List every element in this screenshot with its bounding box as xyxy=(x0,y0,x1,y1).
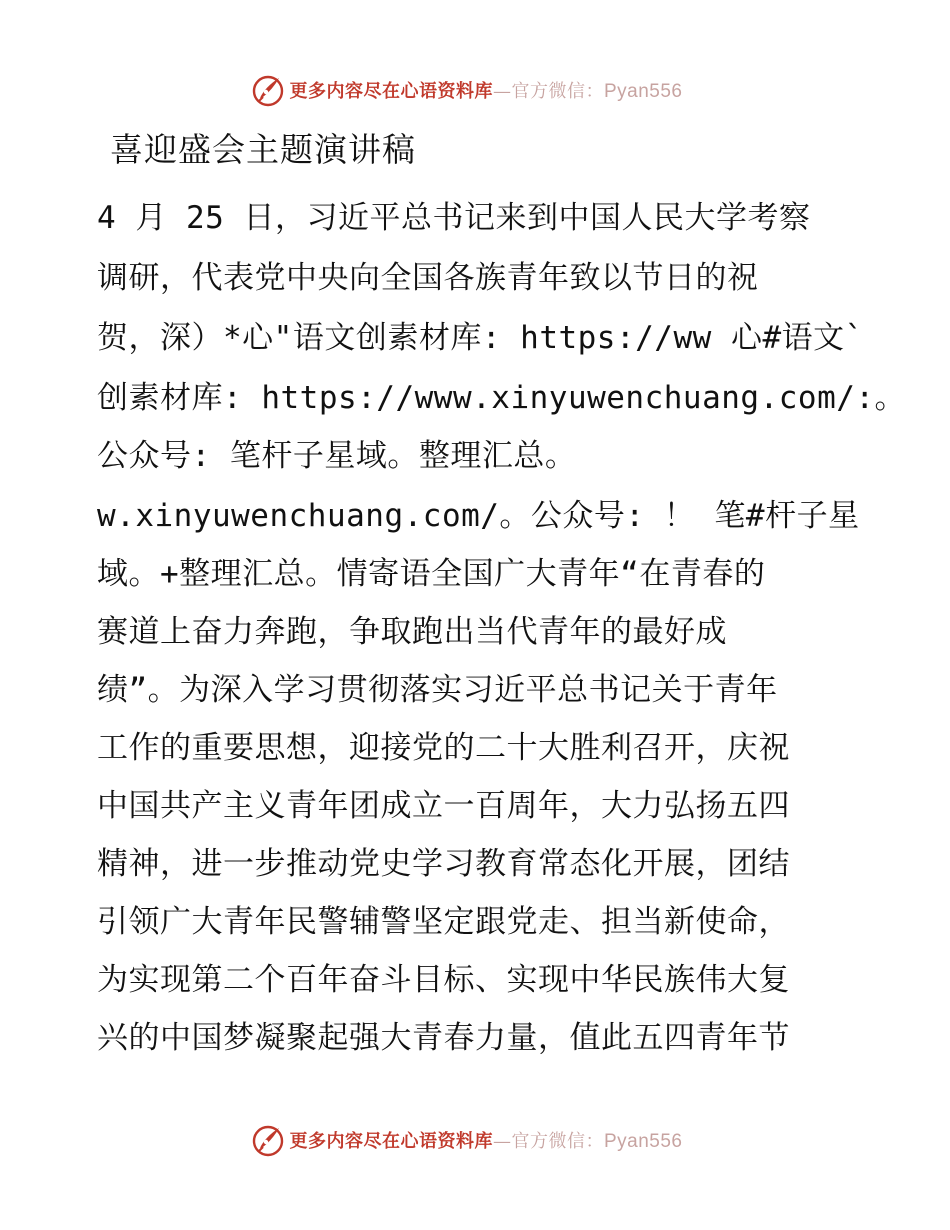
header-banner-content xyxy=(251,73,682,107)
body-line: 引领广大青年民警辅警坚定跟党走、担当新使命， xyxy=(97,904,790,940)
header-banner-sub: 官方微信： xyxy=(511,81,604,102)
footer-banner-main: 更多内容尽在心语资料库 xyxy=(289,1131,493,1152)
header-banner-dash: — xyxy=(492,81,512,102)
body-line: 精神，进一步推动党史学习教育常态化开展，团结 xyxy=(97,846,790,882)
body-line: 兴的中国梦凝聚起强大青春力量，值此五四青年节 xyxy=(97,1020,790,1056)
footer-banner-content xyxy=(251,1123,682,1157)
header-banner xyxy=(0,70,950,110)
quill-pen-icon xyxy=(251,73,285,107)
footer-banner xyxy=(0,1120,950,1160)
body-line: 公众号: 笔杆子星域。整理汇总。 xyxy=(97,438,577,474)
header-banner-main: 更多内容尽在心语资料库 xyxy=(289,81,493,102)
body-line: 创素材库: https://www.xinyuwenchuang.com/:。 xyxy=(97,380,907,416)
header-wechat-id: Pyan556 xyxy=(603,81,683,102)
footer-wechat-id: Pyan556 xyxy=(603,1131,683,1152)
body-line: 贺，深）*心"语文创素材库: https://ww 心#语文` xyxy=(97,320,864,356)
document-title: 喜迎盛会主题演讲稿 xyxy=(110,130,416,169)
header-banner-text xyxy=(289,77,682,103)
body-line: 赛道上奋力奔跑，争取跑出当代青年的最好成 xyxy=(97,614,727,650)
body-line: 调研，代表党中央向全国各族青年致以节日的祝 xyxy=(97,260,759,296)
footer-banner-text xyxy=(289,1127,682,1153)
body-line: 中国共产主义青年团成立一百周年，大力弘扬五四 xyxy=(97,788,790,824)
body-line: 域。+整理汇总。情寄语全国广大青年“在青春的 xyxy=(97,556,766,592)
body-line: 绩”。为深入学习贯彻落实习近平总书记关于青年 xyxy=(97,672,778,708)
body-line: 工作的重要思想，迎接党的二十大胜利召开，庆祝 xyxy=(97,730,790,766)
footer-banner-dash: — xyxy=(492,1131,512,1152)
body-line: w.xinyuwenchuang.com/。公众号: ！ 笔#杆子星 xyxy=(97,498,860,534)
footer-banner-sub: 官方微信： xyxy=(511,1131,604,1152)
body-line: 为实现第二个百年奋斗目标、实现中华民族伟大复 xyxy=(97,962,790,998)
body-line: 4 月 25 日，习近平总书记来到中国人民大学考察 xyxy=(97,200,811,236)
quill-pen-icon xyxy=(251,1123,285,1157)
